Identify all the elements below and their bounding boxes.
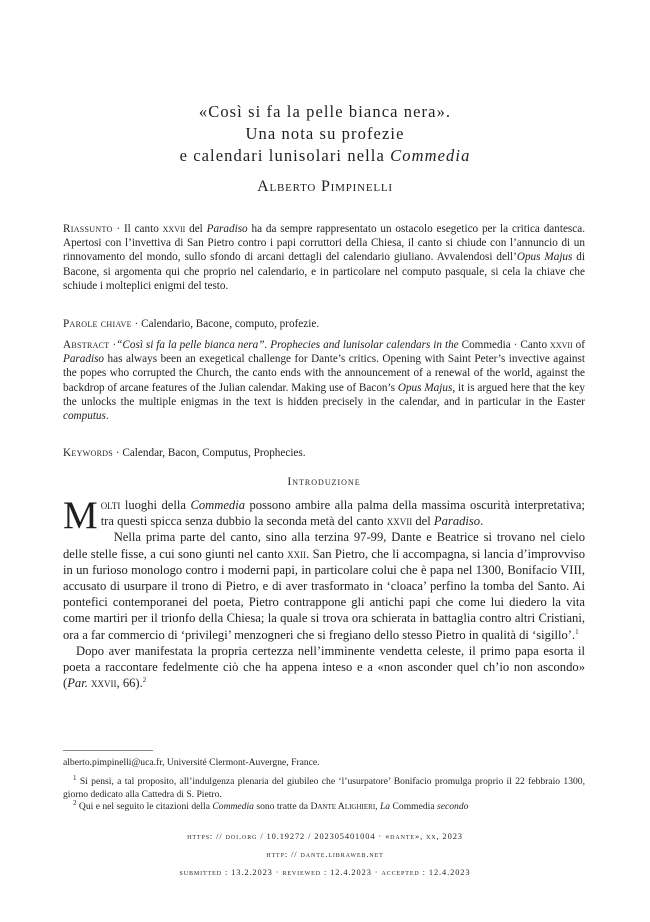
parole-chiave-label: Parole chiave [63, 318, 132, 330]
parole-chiave: Parole chiave · Calendario, Bacone, computo, profezie. [63, 318, 320, 330]
journal-url[interactable]: http: // dante.libraweb.net [266, 850, 384, 859]
article-title [40, 101, 610, 167]
footnotes [63, 757, 585, 814]
paragraph-1: Molti luoghi della Commedia possono ambire alla palma della massima oscurità interpretativa; tra questi spicca senza dubbio la seconda metà del canto xxvii del Paradiso. [63, 494, 586, 537]
paragraph-3: Dopo aver manifestata la propria certezza nell’imminente vendetta celeste, il primo papa esorta il poeta a raccontare fedelmente ciò che ha appena inteso e a «non asconder quel ch’io non ascondo» (Par. xxvii, 66).$^2$ [63, 643, 585, 691]
keywords: Keywords · Calendar, Bacon, Computus, Prophecies. [63, 447, 306, 459]
parole-chiave-text: Calendario, Bacone, computo, profezie. [141, 318, 320, 330]
section-heading: Introduzione [287, 475, 361, 488]
submission-dates: submitted : 13.2.2023 · reviewed : 12.4.2023 · accepted : 12.4.2023 [179, 868, 471, 877]
keywords-text: Calendar, Bacon, Computus, Prophecies. [122, 447, 306, 459]
title-line-2: Una nota su profezie [245, 124, 405, 143]
author-name: Alberto Pimpinelli [257, 178, 393, 195]
author-affiliation: alberto.pimpinelli@uca.fr, Université Clermont-Auvergne, France. [63, 757, 320, 768]
footnote-2: $^2$ Qui e nel seguito le citazioni della Commedia sono tratte da Dante Alighieri, La Commedia secondo [73, 799, 469, 813]
footnote-separator [63, 750, 153, 751]
footnote-ref-1[interactable]: 1 [575, 627, 579, 636]
paragraph-2: Nella prima parte del canto, sino alla terzina 97-99, Dante e Beatrice si trovano nel cielo delle stelle fisse, a cui sono giunti nel canto xxii. San Pietro, che li accompagna, si lancia d’improvviso in un furioso monologo contro i moderni papi, in particolare colui che è papa nel 1300, Bonifacio VIII, accusato di usurpare il trono di Pietro, e di aver trasformato in ‘cloaca’ perfino la tomba del Santo. Ai pontefici contemporanei del poeta, Pietro contrappone gli antichi papi che come lui diedero la vita come martiri per il trionfo della Chiesa; la quale si trova ora schierata in battaglia contro altri Cristiani, ora a far commercio di ‘privilegi’ menzogneri che si fregiano dello stesso Pietro in qualità di ‘sigillo’.$^1$ [63, 530, 585, 642]
drop-cap: M [63, 494, 98, 537]
riassunto: Riassunto · Il canto xxvii del Paradiso ha da sempre rappresentato un ostacolo esegetico per la critica dantesca. Apertosi con l’invettiva di San Pietro contro i papi corruttori della Chiesa, il canto si chiude con l’annuncio di un rinnovamento del mondo, sullo sfondo di arcani dettagli del calendario giuliano. Avvalendosi dell’Opus Majus di Bacone, si argomenta qui che proprio nel calendario, e in particolare nel computo pasquale, si cela la chiave che schiude i molteplici enigmi del testo. [63, 223, 586, 292]
footnote-1: $^1$ Si pensi, a tal proposito, all’indulgenza plenaria del giubileo che ‘l’usurpatore’ Bonifacio promulga proprio il 22 febbraio 1300, giorno dedicato alla Cattedra di S. Pietro. [63, 774, 585, 800]
footnote-ref-2[interactable]: 2 [142, 676, 147, 685]
keywords-label: Keywords [63, 447, 114, 459]
body-text [63, 494, 586, 691]
abstract: Abstract ·“Così si fa la pelle bianca nera”. Prophecies and lunisolar calendars in the Commedia · Canto xxvii of Paradiso has always been an exegetical challenge for Dante’s critics. Opening with Saint Peter’s invective against the popes who corrupted the Church, the canto ends with the announcement of a renewal of the world, against the backdrop of arcane features of the Julian calendar. Making use of Bacon’s Opus Majus, it is argued here that the key the unlocks the multiple enigmas in the text is hidden precisely in the calendar, and in particular in the Easter computus. [63, 339, 585, 423]
title-line-1: «Così si fa la pelle bianca nera». [198, 102, 452, 121]
riassunto-label: Riassunto [63, 223, 113, 235]
abstract-label: Abstract [63, 339, 110, 351]
title-line-3: e calendari lunisolari nella Commedia [179, 146, 471, 165]
doi-line[interactable]: https: // doi.org / 10.19272 / 202305401004 · «dante», xx, 2023 [187, 832, 463, 841]
